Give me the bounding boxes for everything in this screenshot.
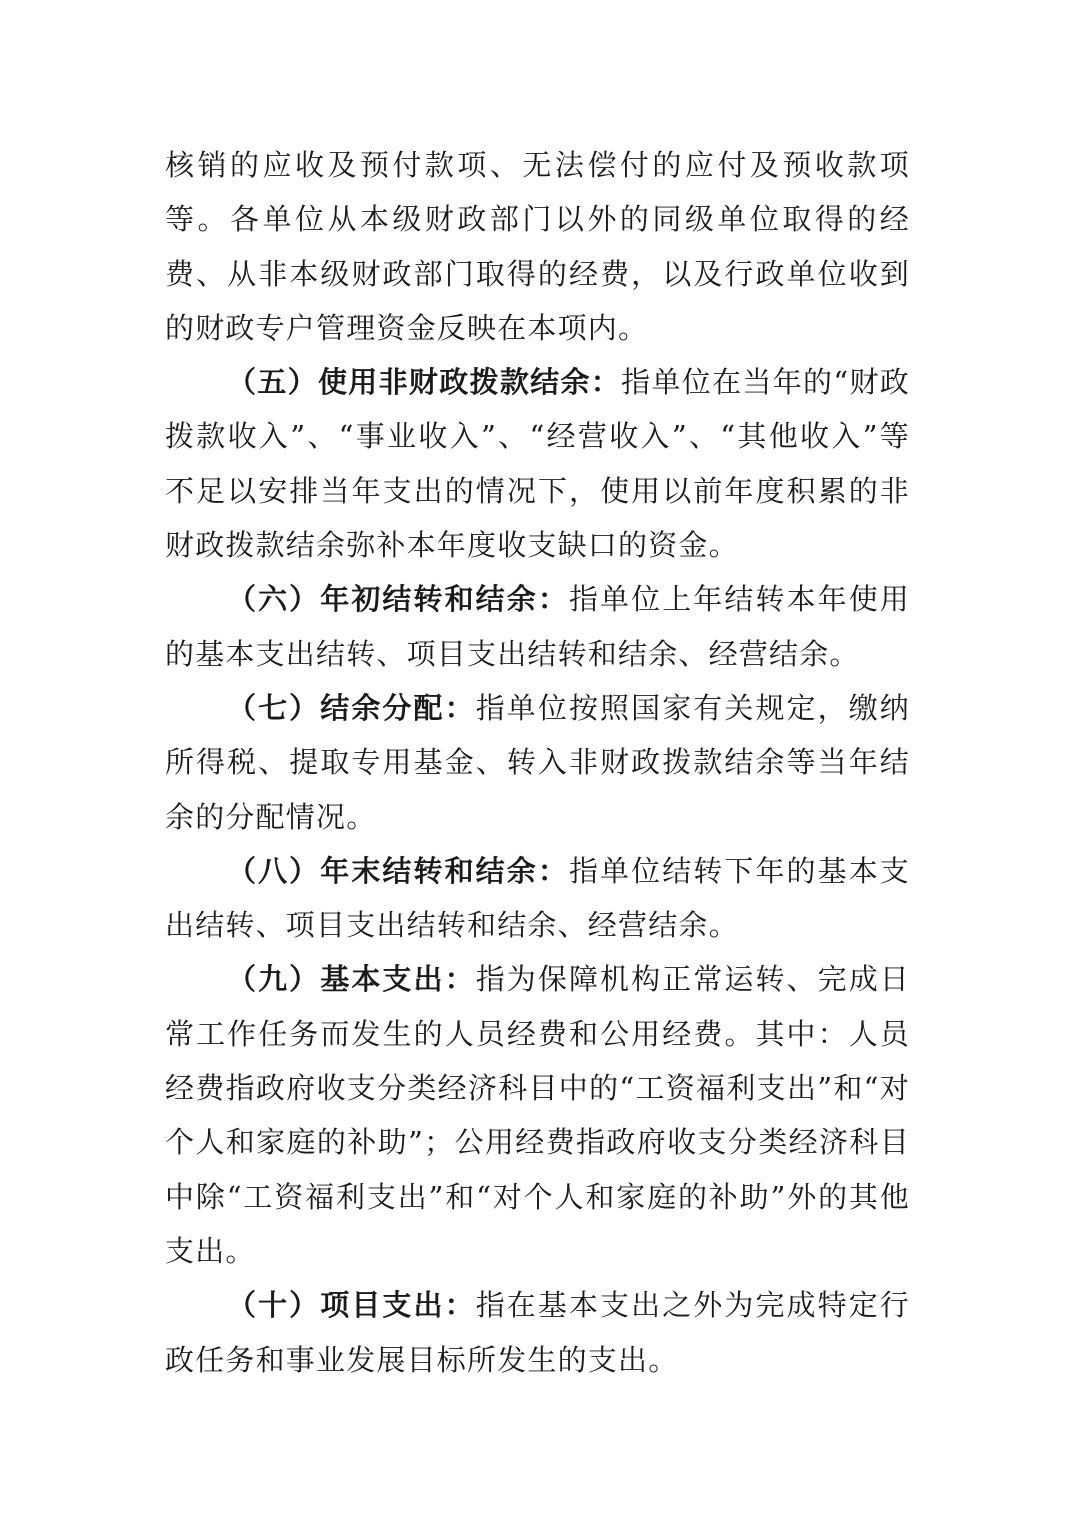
section-seven-body: 指单位按照国家有关规定，缴纳所得税、提取专用基金、转入非财政拨款结余等当年结余的分配情况。: [165, 690, 910, 834]
document-page: [165, 138, 910, 1387]
section-ten-term: （十）项目支出：: [227, 1288, 476, 1323]
section-ten-body: 指在基本支出之外为完成特定行政任务和事业发展目标所发生的支出。: [165, 1288, 910, 1377]
section-seven: [165, 681, 910, 844]
section-nine: [165, 952, 910, 1278]
section-ten: [165, 1278, 910, 1387]
section-six: [165, 572, 910, 681]
section-nine-body: 指为保障机构正常运转、完成日常工作任务而发生的人员经费和公用经费。其中：人员经费指政府收支分类经济科目中的“工资福利支出”和“对个人和家庭的补助”；公用经费指政府收支分类经济科目中除“工资福利支出”和“对个人和家庭的补助”外的其他支出。: [165, 962, 910, 1268]
section-eight: [165, 844, 910, 953]
section-five: [165, 355, 910, 572]
section-nine-term: （九）基本支出：: [227, 962, 476, 997]
section-five-term: （五）使用非财政拨款结余：: [227, 365, 622, 400]
section-seven-term: （七）结余分配：: [227, 690, 476, 725]
section-six-body: 指单位上年结转本年使用的基本支出结转、项目支出结转和结余、经营结余。: [165, 582, 911, 671]
section-eight-term: （八）年末结转和结余：: [227, 853, 569, 888]
section-eight-body: 指单位结转下年的基本支出结转、项目支出结转和结余、经营结余。: [165, 853, 911, 943]
section-five-body: 指单位在当年的“财政拨款收入”、“事业收入”、“经营收入”、“其他收入”等不足以安排当年支出的情况下，使用以前年度积累的非财政拨款结余弥补本年度收支缺口的资金。: [165, 365, 910, 563]
continuation-paragraph: 核销的应收及预付款项、无法偿付的应付及预收款项等。各单位从本级财政部门以外的同级单位取得的经费、从非本级财政部门取得的经费，以及行政单位收到的财政专户管理资金反映在本项内。: [165, 148, 910, 345]
section-six-term: （六）年初结转和结余：: [227, 582, 569, 617]
